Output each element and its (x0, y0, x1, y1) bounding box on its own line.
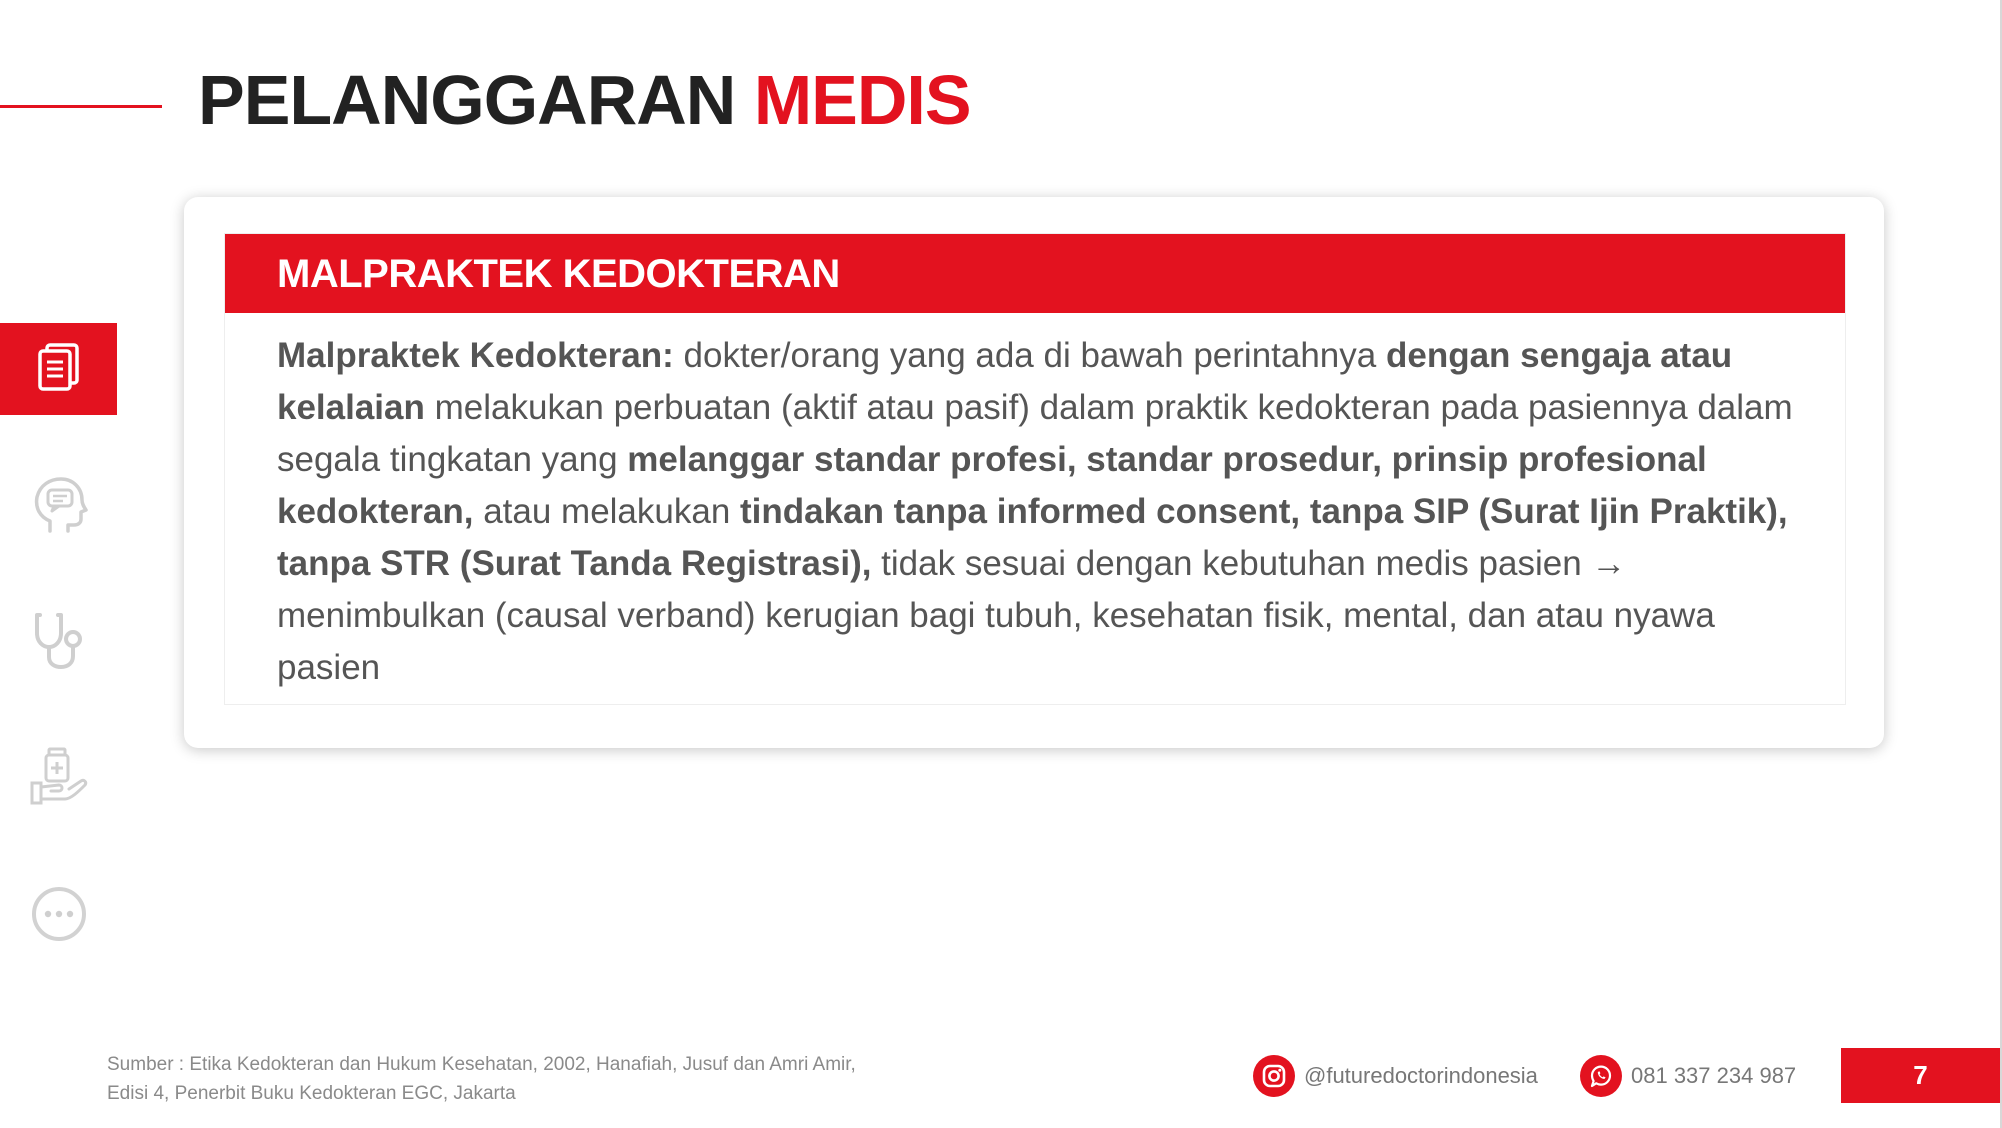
body-segment: melakukan perbuatan (aktif atau pasif) dalam praktik kedokteran pada pasiennya dalam segala tingkatan yang (277, 388, 1793, 479)
whatsapp-icon (1580, 1055, 1622, 1097)
body-segment: atau melakukan (473, 492, 741, 531)
page-number (1841, 1048, 2000, 1103)
source-citation (107, 1050, 1007, 1108)
card-header (225, 234, 1845, 313)
sidebar-item-medicine[interactable] (28, 748, 90, 810)
document-icon (36, 342, 82, 397)
more-icon (30, 885, 88, 948)
card-header-title: MALPRAKTEK KEDOKTERAN (277, 252, 840, 296)
source-line-1: Sumber : Etika Kedokteran dan Hukum Kesehatan, 2002, Hanafiah, Jusuf dan Amri Amir, (107, 1054, 856, 1075)
body-segment: tidak sesuai dengan kebutuhan medis pasien → menimbulkan (causal verband) kerugian bagi tubuh, kesehatan fisik, mental, dan atau nyawa pasien (277, 544, 1715, 687)
title-part-2: MEDIS (753, 61, 971, 139)
page-title (198, 58, 971, 142)
page-number-label: 7 (1913, 1060, 1928, 1090)
content-card (184, 197, 1884, 748)
stethoscope-icon (31, 611, 87, 676)
sidebar-item-head[interactable] (28, 476, 90, 538)
whatsapp-contact[interactable] (1580, 1054, 1796, 1098)
instagram-icon (1253, 1055, 1295, 1097)
title-part-1: PELANGGARAN (198, 61, 736, 139)
body-segment-bold: melanggar standar profesi, standar prosedur, prinsip profesional kedokteran, (277, 440, 1707, 531)
whatsapp-number: 081 337 234 987 (1631, 1063, 1797, 1088)
body-segment-bold: tindakan tanpa informed consent, tanpa SIP (Surat Ijin Praktik), tanpa STR (Surat Tanda Registrasi), (277, 492, 1788, 583)
source-line-2: Edisi 4, Penerbit Buku Kedokteran EGC, Jakarta (107, 1083, 516, 1104)
sidebar-item-stethoscope[interactable] (28, 612, 90, 674)
body-segment-bold: Malpraktek Kedokteran: (277, 336, 674, 375)
instagram-handle: @futuredoctorindonesia (1304, 1063, 1538, 1088)
card-body-text (277, 330, 1817, 694)
content-card-inner (224, 233, 1846, 705)
sidebar-item-document[interactable] (0, 323, 117, 415)
sidebar-item-more[interactable] (28, 885, 90, 947)
instagram-contact[interactable] (1253, 1054, 1538, 1098)
body-segment-bold: dengan sengaja atau kelalaian (277, 336, 1733, 427)
head-chat-icon (30, 475, 88, 540)
body-segment: dokter/orang yang ada di bawah perintahnya (673, 336, 1386, 375)
hand-medicine-icon (29, 747, 89, 812)
title-accent-line (0, 105, 162, 108)
